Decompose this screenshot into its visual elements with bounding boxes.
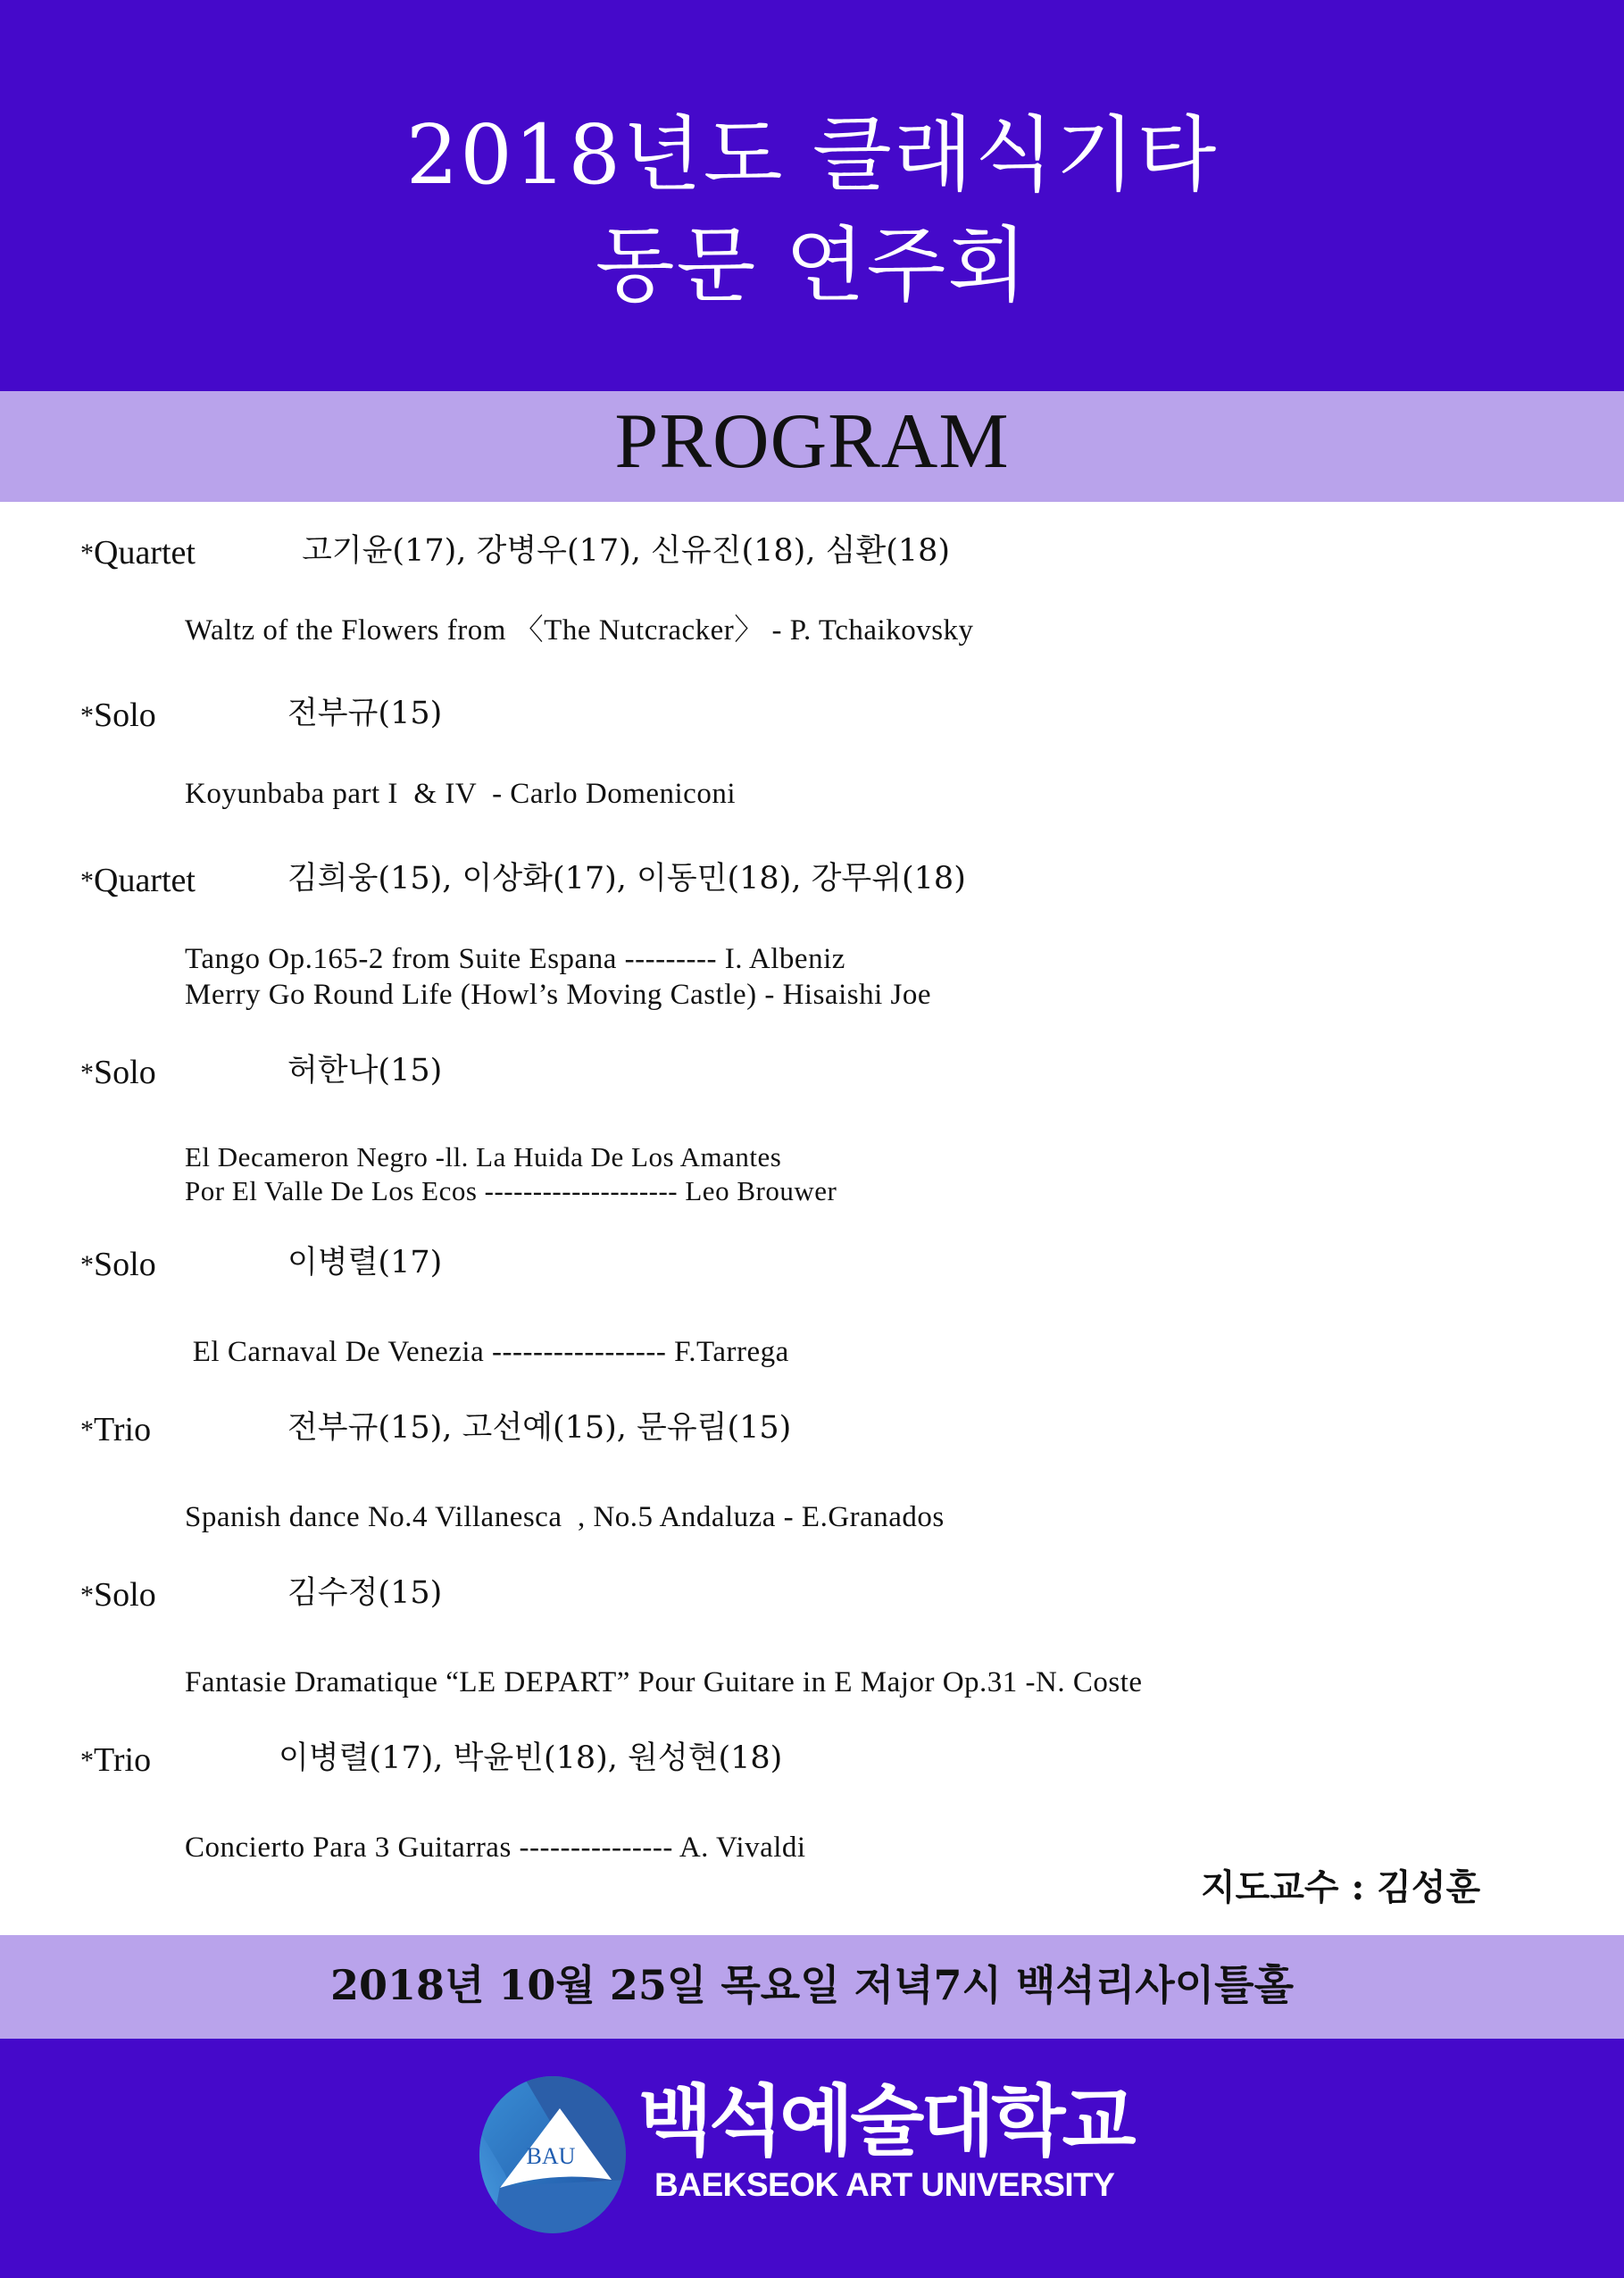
university-name-korean: 백석예술대학교 xyxy=(638,2077,1133,2166)
university-name-english: BAEKSEOK ART UNIVERSITY xyxy=(654,2166,1115,2203)
ensemble-type: Quartet xyxy=(94,534,196,572)
ensemble-type: Trio xyxy=(94,1411,152,1448)
piece-line: Merry Go Round Life (Howl’s Moving Castle) - Hisaishi Joe xyxy=(185,979,931,1011)
program-item-heading xyxy=(80,1740,783,1779)
program-item-heading xyxy=(80,1575,443,1614)
performers: 전부규(15), 고선예(15), 문유림(15) xyxy=(287,1410,792,1446)
performers: 김희웅(15), 이상화(17), 이동민(18), 강무위(18) xyxy=(287,861,966,897)
title-line-2: 동문 연주회 xyxy=(595,218,1029,313)
asterisk-bullet-icon: * xyxy=(80,701,94,730)
university-logo xyxy=(478,2074,1156,2235)
performers: 고기윤(17), 강병우(17), 신유진(18), 심환(18) xyxy=(302,533,951,569)
asterisk-bullet-icon: * xyxy=(80,1581,94,1610)
header-banner xyxy=(0,0,1624,391)
ensemble-type: Solo xyxy=(94,1576,156,1614)
performers: 허한나(15) xyxy=(287,1053,443,1089)
asterisk-bullet-icon: * xyxy=(80,538,94,568)
program-item-heading xyxy=(80,1410,792,1448)
piece-line: Tango Op.165-2 from Suite Espana --------- I. Albeniz xyxy=(185,943,845,975)
piece-line: Koyunbaba part I & IV - Carlo Domeniconi xyxy=(185,778,736,810)
asterisk-bullet-icon: * xyxy=(80,1058,94,1088)
performers: 이병렬(17) xyxy=(287,1245,443,1281)
program-heading: PROGRAM xyxy=(614,398,1010,485)
performers: 이병렬(17), 박윤빈(18), 원성현(18) xyxy=(279,1740,783,1776)
asterisk-bullet-icon: * xyxy=(80,866,94,896)
title-line-1: 2018년도 클래식기타 xyxy=(405,107,1219,203)
piece-line: Spanish dance No.4 Villanesca , No.5 Andaluza - E.Granados xyxy=(185,1501,945,1533)
performers: 김수정(15) xyxy=(287,1575,443,1611)
asterisk-bullet-icon: * xyxy=(80,1415,94,1445)
program-item-heading xyxy=(80,1245,443,1283)
piece-line: Concierto Para 3 Guitarras --------------- A. Vivaldi xyxy=(185,1832,806,1864)
bau-emblem-icon xyxy=(478,2074,628,2235)
program-item-heading xyxy=(80,533,951,572)
event-date-venue: 2018년 10월 25일 목요일 저녁7시 백석리사이틀홀 xyxy=(329,1961,1295,2009)
ensemble-type: Quartet xyxy=(94,862,196,899)
program-item-heading xyxy=(80,861,966,899)
piece-line: Waltz of the Flowers from 〈The Nutcracker〉 - P. Tchaikovsky xyxy=(185,614,974,647)
program-item-heading xyxy=(80,696,443,734)
performers: 전부규(15) xyxy=(287,696,443,731)
ensemble-type: Trio xyxy=(94,1741,152,1779)
piece-line: El Carnaval De Venezia ----------------- F.Tarrega xyxy=(185,1336,789,1368)
supervisor-credit: 지도교수 : 김성훈 xyxy=(1201,1866,1481,1908)
ensemble-type: Solo xyxy=(94,697,156,734)
ensemble-type: Solo xyxy=(94,1054,156,1091)
asterisk-bullet-icon: * xyxy=(80,1746,94,1775)
program-item-heading xyxy=(80,1053,443,1091)
piece-line: El Decameron Negro -ll. La Huida De Los Amantes xyxy=(185,1141,782,1172)
ensemble-type: Solo xyxy=(94,1246,156,1283)
piece-line: Por El Valle De Los Ecos -------------------- Leo Brouwer xyxy=(185,1175,837,1206)
svg-text:BAU: BAU xyxy=(526,2143,576,2169)
asterisk-bullet-icon: * xyxy=(80,1250,94,1280)
piece-line: Fantasie Dramatique “LE DEPART” Pour Guitare in E Major Op.31 -N. Coste xyxy=(185,1666,1143,1698)
